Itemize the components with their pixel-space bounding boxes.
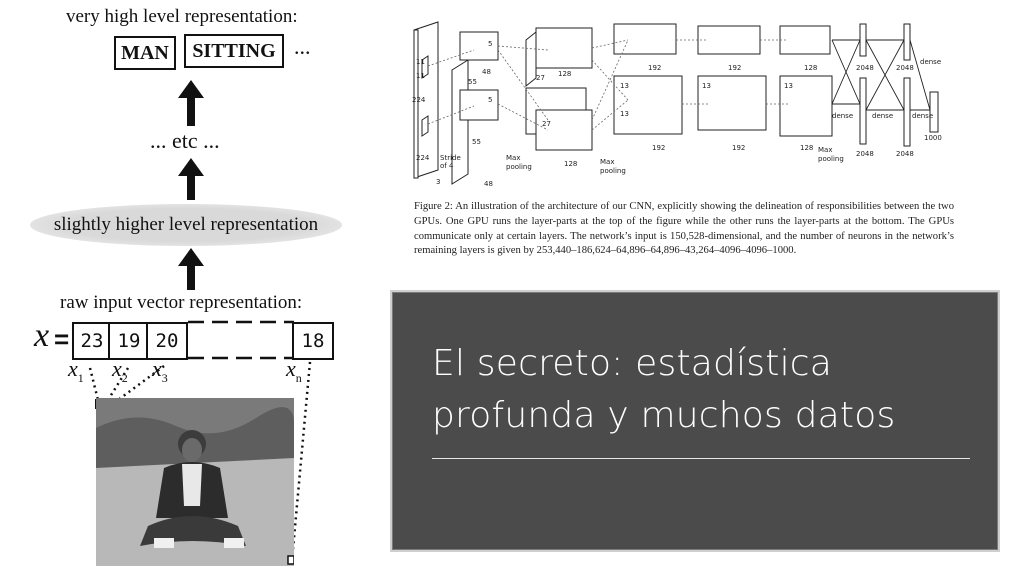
title-underline: [432, 458, 970, 459]
cnn-label: 2048: [856, 150, 874, 158]
cnn-label: 5: [488, 40, 493, 48]
cnn-label: 55: [468, 78, 477, 86]
subscript-x2: $x_2$: [112, 356, 128, 385]
cnn-label: dense: [912, 112, 934, 120]
slide-title-line-1: El secreto: estadística: [432, 343, 833, 384]
subscript-x1: $x_1$: [68, 356, 84, 385]
cnn-label: 192: [732, 144, 746, 152]
representation-hierarchy-diagram: [0, 0, 390, 576]
cnn-label: Max pooling: [600, 158, 626, 175]
cnn-label: 2048: [856, 64, 874, 72]
cnn-label: 27: [536, 74, 545, 82]
caption-text: An illustration of the architecture of our CNN, explicitly showing the delineation of responsibilities between the two GPUs. One GPU runs the layer-parts at the top of the figure while the other runs the layer-parts at the bottom. The GPUs communicate only at certain layers. The network’s input is 150,528-dimensional, and the number of neurons in the network’s remaining layers is given by 253,440–186,624–64,896–64,896–43,264–4096–4096–1000.: [414, 201, 954, 257]
vector-cell-1: 23: [72, 322, 112, 360]
cnn-label: 128: [804, 64, 818, 72]
more-ellipsis: ...: [294, 34, 311, 59]
figure-caption: [414, 200, 954, 259]
cnn-label: 11: [416, 58, 425, 66]
cnn-label: 13: [620, 110, 629, 118]
cnn-label: 128: [558, 70, 572, 78]
raw-input-label: raw input vector representation:: [60, 292, 303, 313]
cnn-label: 192: [652, 144, 666, 152]
very-high-level-label: very high level representation:: [66, 6, 298, 27]
title-panel: [390, 290, 1000, 552]
cnn-label: dense: [832, 112, 854, 120]
cnn-label: Stride of 4: [440, 154, 461, 170]
cnn-label: 48: [482, 68, 491, 76]
vector-cell-3: 20: [146, 322, 188, 360]
cnn-label: 1000: [924, 134, 942, 142]
caption-prefix: Figure 2:: [414, 201, 453, 212]
cnn-label: dense: [872, 112, 894, 120]
x-vector-symbol: x: [34, 317, 50, 354]
cnn-label: 13: [784, 82, 793, 90]
higher-level-representation: slightly higher level representation: [30, 204, 342, 246]
cnn-label: 224: [416, 154, 430, 162]
subscript-xn: $x_n$: [286, 356, 302, 385]
subscript-x3: $x_3$: [152, 356, 168, 385]
cnn-label: 13: [702, 82, 711, 90]
cnn-label: 11: [416, 72, 425, 80]
cnn-label: 192: [648, 64, 662, 72]
cnn-label: 27: [542, 120, 551, 128]
cnn-label: 2048: [896, 64, 914, 72]
cnn-label: Max pooling: [818, 146, 844, 163]
cnn-label: 3: [436, 178, 441, 186]
slide-title: [432, 338, 992, 442]
vector-cell-n: 18: [292, 322, 334, 360]
cnn-label: 48: [484, 180, 493, 188]
cnn-label: 13: [620, 82, 629, 90]
cnn-architecture-figure: [408, 20, 968, 190]
slide-title-line-2: profunda y muchos datos: [432, 395, 896, 436]
cnn-label: 2048: [896, 150, 914, 158]
sitting-man-photo: [96, 398, 294, 566]
cnn-label: 5: [488, 96, 493, 104]
cnn-label: 192: [728, 64, 742, 72]
etc-label: ... etc ...: [150, 128, 220, 153]
vector-cell-2: 19: [108, 322, 150, 360]
cnn-label: 128: [800, 144, 814, 152]
cnn-label: Max pooling: [506, 154, 532, 171]
cnn-label: 55: [472, 138, 481, 146]
equals-sign: =: [54, 324, 70, 354]
cnn-label: dense: [920, 58, 942, 66]
cnn-label: 224: [412, 96, 426, 104]
man-box: MAN: [114, 36, 176, 70]
cnn-label: 128: [564, 160, 578, 168]
sitting-box: SITTING: [184, 34, 284, 68]
